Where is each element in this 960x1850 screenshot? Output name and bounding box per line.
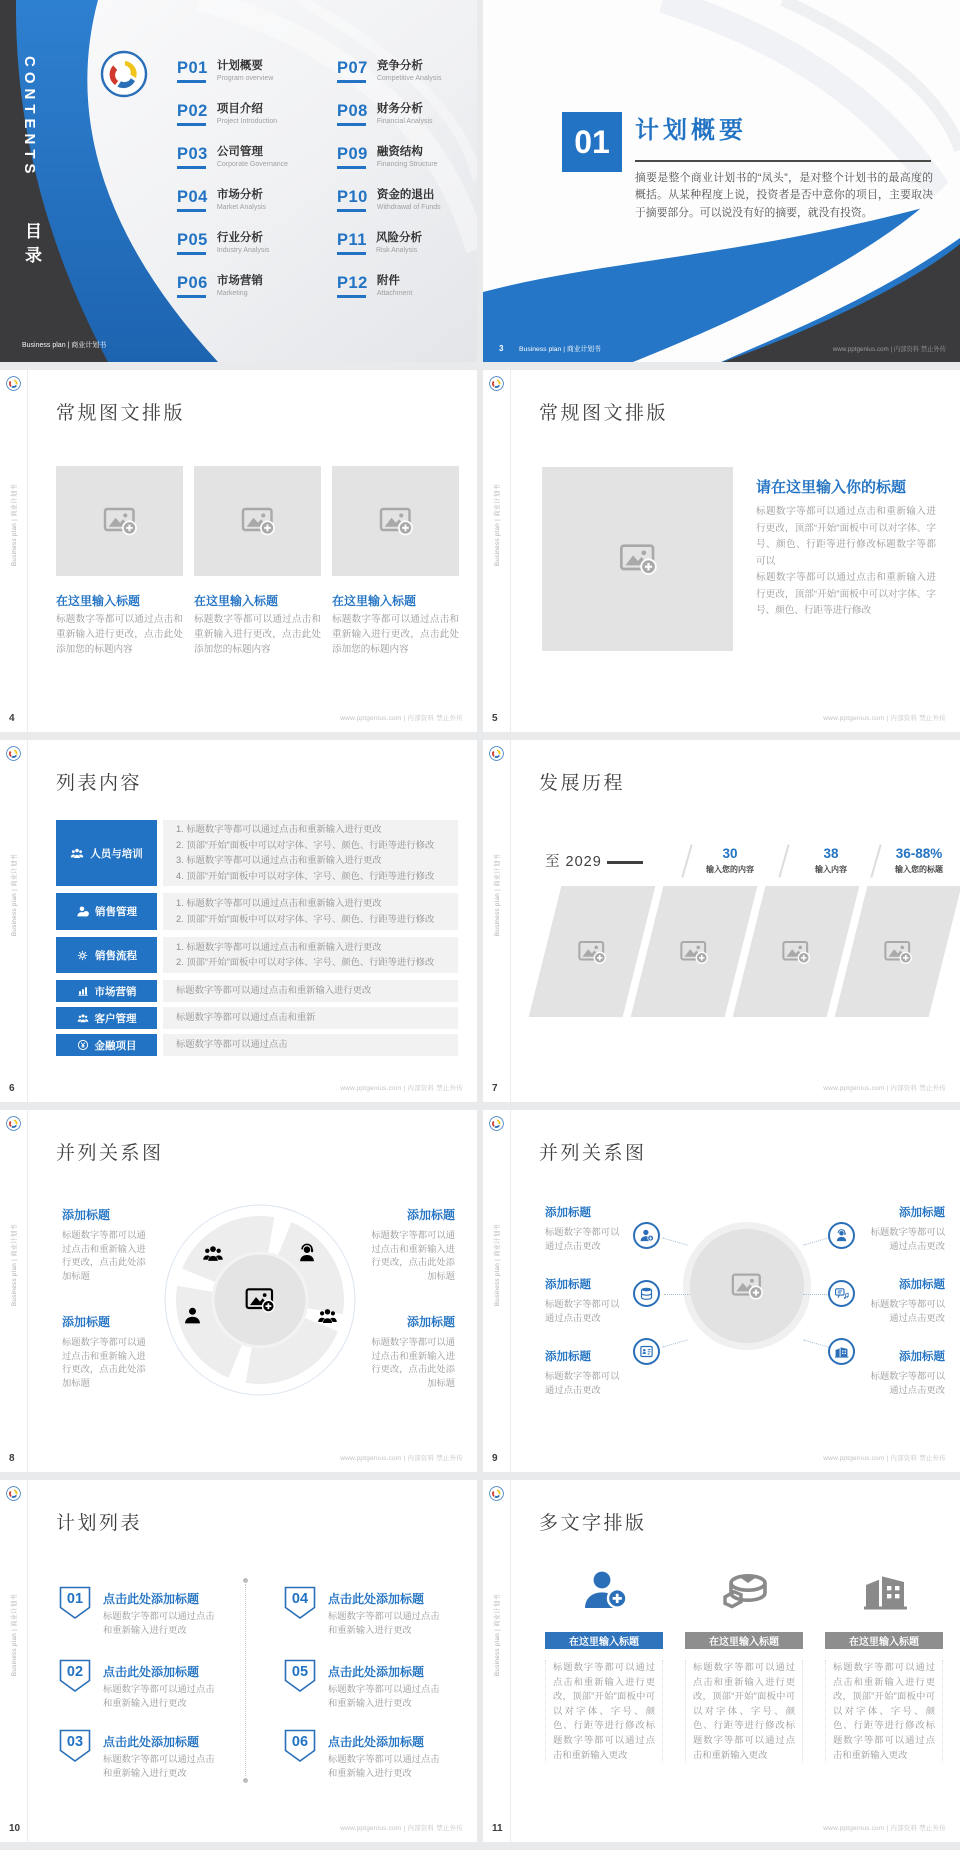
toc-title-cn: 市场营销	[216, 275, 263, 287]
block-title: 添加标题	[62, 1315, 111, 1329]
list-line: 2. 顶部“开始”面板中可以对字体、字号、颜色、行距等进行修改	[176, 913, 435, 924]
divider-dot	[243, 1578, 248, 1583]
plan-item-title: 点击此处添加标题	[103, 1592, 200, 1606]
list-label-text: 市场营销	[94, 985, 137, 998]
badge-number: 03	[66, 1734, 84, 1750]
badge-number: 04	[291, 1591, 309, 1607]
rail-brand-text: Business plan | 商业计划书	[11, 1223, 18, 1307]
diagram-text-block	[369, 1206, 455, 1283]
toc-num: P06	[177, 274, 208, 292]
dotted-divider	[245, 1584, 246, 1776]
divider-dot	[243, 1778, 248, 1783]
plan-item-title: 点击此处添加标题	[328, 1592, 425, 1606]
building-icon	[834, 1344, 849, 1359]
block-body: 标题数字等都可以通过点击更改	[545, 1371, 620, 1395]
node-building[interactable]	[828, 1338, 855, 1365]
timeline-dash	[607, 861, 643, 864]
plan-item-body: 标题数字等都可以通过点击和重新输入进行更改	[328, 1684, 440, 1708]
logo-icon	[6, 376, 21, 391]
contents-vertical-title-cn: 目录	[22, 222, 41, 270]
connector-line	[662, 1237, 687, 1245]
toc-item[interactable]	[337, 60, 477, 90]
diagram-text-block	[62, 1313, 148, 1390]
team-icon	[70, 846, 84, 860]
toc-title-cn: 市场分析	[216, 189, 263, 201]
toc-item[interactable]	[337, 103, 477, 133]
list-line: 1. 标题数字等都可以通过点击和重新输入进行更改	[176, 824, 382, 834]
logo-icon	[489, 1486, 504, 1501]
pie-cylinder-icon	[719, 1566, 771, 1614]
list-label-text: 人员与培训	[90, 847, 143, 860]
card-body: 标题数字等都可以通过点击和重新输入进行更改，点击此处添加您的标题内容	[56, 614, 183, 655]
slide-thumbnail-history[interactable]	[483, 740, 960, 1102]
diagram-text-block	[545, 1276, 627, 1325]
plan-item-body: 标题数字等都可以通过点击和重新输入进行更改	[328, 1754, 440, 1778]
connector-line	[662, 1339, 687, 1347]
list-line: 标题数字等都可以通过点击和重新	[176, 1012, 316, 1023]
rail-brand-text: Business plan | 商业计划书	[11, 483, 18, 567]
toc-title-en: Financial Analysis	[376, 117, 433, 125]
node-person-plus[interactable]	[633, 1222, 660, 1249]
page-number: 10	[9, 1823, 21, 1834]
toc-num: P02	[177, 102, 208, 120]
list-line: 2. 顶部“开始”面板中可以对字体、字号、颜色、行距等进行修改	[176, 957, 435, 967]
diagram-text-block	[863, 1204, 945, 1253]
connector-line	[803, 1237, 828, 1245]
toc-underline	[177, 166, 206, 169]
connector-line	[803, 1339, 828, 1347]
toc-num: P08	[337, 102, 368, 120]
side-rail	[0, 1110, 28, 1472]
rail-brand-text: Business plan | 商业计划书	[11, 1593, 18, 1677]
node-id-card[interactable]	[633, 1338, 660, 1365]
block-body: 标题数字等都可以通过点击和重新输入进行更改，点击此处添加标题	[62, 1230, 146, 1281]
column-header: 在这里输入标题	[685, 1632, 803, 1649]
toc-underline	[177, 209, 206, 212]
contents-vertical-title-en: CONTENTS	[21, 56, 38, 179]
image-add-icon	[618, 539, 658, 579]
diagram-text-block	[62, 1206, 148, 1283]
toc-title-en: Marketing	[216, 289, 248, 297]
block-title: 添加标题	[62, 1208, 111, 1222]
badge-number: 05	[291, 1664, 309, 1680]
toc-item[interactable]	[337, 189, 477, 219]
connector-line	[664, 1294, 690, 1295]
slide-title: 常规图文排版	[56, 403, 186, 424]
slide-thumbnail-list[interactable]	[0, 740, 477, 1102]
slide-title: 并列关系图	[56, 1143, 164, 1164]
page-number: 11	[492, 1823, 503, 1834]
toc-title-en: Competitive Analysis	[376, 74, 442, 82]
toc-num: P04	[177, 188, 208, 206]
plan-number-badge	[59, 1659, 91, 1693]
badge-number: 01	[66, 1591, 84, 1607]
slide-footer-brand: Business plan | 商业计划书	[519, 345, 601, 353]
list-label-text: 销售管理	[95, 906, 137, 918]
center-image-placeholder[interactable]	[683, 1222, 811, 1350]
page-number: 5	[492, 713, 498, 724]
list-panel	[163, 937, 458, 973]
card-title: 在这里输入标题	[56, 594, 141, 608]
slide-thumbnail-toc[interactable]	[0, 0, 477, 362]
rail-brand-text: Business plan | 商业计划书	[11, 853, 18, 937]
radial-diagram	[160, 1200, 360, 1400]
image-placeholder[interactable]	[56, 466, 183, 576]
company-logo-icon	[100, 50, 148, 98]
building-icon	[861, 1566, 909, 1614]
image-add-icon	[679, 937, 709, 967]
section-title: 计划概要	[635, 117, 747, 144]
coin-icon	[77, 1039, 89, 1051]
block-title: 添加标题	[899, 1279, 945, 1291]
list-label-finance[interactable]	[56, 1034, 157, 1056]
block-title: 添加标题	[406, 1315, 455, 1329]
section-number-box: 01	[562, 112, 622, 172]
badge-number: 06	[291, 1734, 309, 1750]
toc-title-cn: 计划概要	[216, 60, 263, 72]
side-rail	[0, 740, 28, 1102]
page-number: 4	[9, 713, 15, 724]
logo-icon	[489, 1116, 504, 1131]
toc-num: P03	[177, 145, 208, 163]
block-body: 标题数字等都可以通过点击和重新输入进行更改，点击此处添加标题	[62, 1337, 146, 1388]
page-number: 8	[9, 1453, 15, 1464]
block-body: 标题数字等都可以通过点击更改	[545, 1299, 620, 1323]
slide-footer-site: www.pptgenius.com | 内部资料 禁止外传	[823, 1455, 946, 1462]
logo-icon	[489, 376, 504, 391]
list-label-customer[interactable]	[56, 1007, 157, 1029]
block-title: 添加标题	[545, 1279, 591, 1291]
list-panel	[163, 820, 458, 886]
plan-number-badge	[284, 1659, 316, 1693]
toc-num: P11	[337, 231, 367, 249]
slide-thumbnail-layout2[interactable]	[483, 370, 960, 732]
block-title: 添加标题	[899, 1207, 945, 1219]
side-rail	[0, 1480, 28, 1842]
section-body-text: 摘要是整个商业计划书的“凤头”，是对整个计划书的最高度的概括。从某种程度上说，投资者是否中意你的项目，主要取决于摘要部分。可以说没有好的摘要，就没有投资。	[635, 172, 933, 219]
plan-item-body: 标题数字等都可以通过点击和重新输入进行更改	[103, 1684, 215, 1708]
toc-num: P09	[337, 145, 368, 163]
plan-number-badge	[59, 1729, 91, 1763]
slide-thumbnail-layout1[interactable]	[0, 370, 477, 732]
block-title: 添加标题	[545, 1207, 591, 1219]
slide-thumbnail-plan[interactable]	[0, 1480, 477, 1842]
card-body: 标题数字等都可以通过点击和重新输入进行更改，点击此处添加您的标题内容	[332, 614, 459, 655]
page-number: 7	[492, 1083, 498, 1094]
stat-label: 输入内容	[815, 865, 847, 874]
logo-icon	[6, 1486, 21, 1501]
badge-number: 02	[66, 1664, 84, 1680]
stat-label: 输入您的标题	[895, 865, 943, 874]
plan-item-title: 点击此处添加标题	[328, 1665, 425, 1679]
image-add-icon	[883, 937, 913, 967]
slide-thumbnail-parallel2[interactable]	[483, 1110, 960, 1472]
card-body: 标题数字等都可以通过点击和重新输入进行更改，点击此处添加您的标题内容	[194, 614, 321, 655]
column-header: 在这里输入标题	[545, 1632, 663, 1649]
timeline-stat	[871, 846, 960, 875]
toc-title-en: Attachment	[376, 289, 413, 297]
toc-num: P01	[177, 59, 208, 77]
chat-note-icon	[834, 1286, 849, 1301]
slide-title: 多文字排版	[539, 1513, 647, 1534]
database-icon	[639, 1286, 654, 1301]
page-number: 3	[499, 344, 504, 353]
slide-footer-site: www.pptgenius.com | 内部资料 禁止外传	[340, 715, 463, 722]
stat-value: 36-88%	[895, 846, 943, 861]
slide-thumbnail-parallel1[interactable]	[0, 1110, 477, 1472]
content-heading: 请在这里输入你的标题	[756, 479, 907, 496]
list-line: 3. 标题数字等都可以通过点击和重新输入进行更改	[176, 855, 382, 865]
page-number: 9	[492, 1453, 498, 1464]
node-database[interactable]	[633, 1280, 660, 1307]
side-rail	[483, 1480, 511, 1842]
toc-title-en: Financing Structure	[376, 160, 438, 168]
block-body: 标题数字等都可以通过点击更改	[870, 1371, 945, 1395]
block-body: 标题数字等都可以通过点击更改	[545, 1227, 620, 1251]
column-body: 标题数字等都可以通过点击和重新输入进行更改，顶部“开始”面板中可以对字体、字号、颜色、行距等进行修改标题数字等都可以通过点击和重新输入更改	[825, 1660, 943, 1762]
image-add-icon	[730, 1269, 764, 1303]
image-add-icon	[240, 503, 276, 539]
toc-underline	[337, 295, 366, 298]
side-rail	[483, 370, 511, 732]
person-icon	[76, 905, 89, 918]
toc-title-cn: 财务分析	[376, 103, 423, 115]
plan-item-title: 点击此处添加标题	[328, 1735, 425, 1749]
toc-underline	[337, 166, 366, 169]
toc-item[interactable]	[177, 146, 327, 176]
plan-item-title: 点击此处添加标题	[103, 1665, 200, 1679]
plan-number-badge	[59, 1586, 91, 1620]
slide-footer-site: www.pptgenius.com | 内部资料 禁止外传	[340, 1825, 463, 1832]
image-add-icon	[781, 937, 811, 967]
list-label-sales-process[interactable]	[56, 937, 157, 973]
block-body: 标题数字等都可以通过点击和重新输入进行更改，点击此处添加标题	[371, 1337, 455, 1388]
list-label-training[interactable]	[56, 820, 157, 886]
toc-title-cn: 融资结构	[376, 146, 423, 158]
slide-footer-site: www.pptgenius.com | 内部资料 禁止外传	[832, 345, 946, 353]
toc-title-cn: 行业分析	[216, 232, 263, 244]
slide-thumbnail-section[interactable]	[483, 0, 960, 362]
rail-brand-text: Business plan | 商业计划书	[494, 853, 501, 937]
bar-chart-icon	[77, 985, 89, 997]
list-line: 1. 标题数字等都可以通过点击和重新输入进行更改	[176, 941, 382, 952]
toc-title-cn: 公司管理	[216, 146, 263, 158]
block-title: 添加标题	[899, 1351, 945, 1363]
block-title: 添加标题	[545, 1351, 591, 1363]
toc-title-en: Industry Analysis	[216, 246, 270, 254]
toc-title-cn: 风险分析	[375, 232, 422, 244]
list-label-text: 客户管理	[94, 1012, 137, 1025]
timeline-era-label: 至 2029	[545, 854, 602, 870]
person-plus-icon	[580, 1566, 628, 1614]
person-plus-icon	[639, 1228, 654, 1243]
column-body: 标题数字等都可以通过点击和重新输入进行更改，顶部“开始”面板中可以对字体、字号、颜色、行距等进行修改标题数字等都可以通过点击和重新输入更改	[685, 1660, 803, 1762]
list-label-sales-mgmt[interactable]	[56, 893, 157, 930]
toc-item[interactable]	[177, 103, 327, 133]
image-add-icon	[102, 503, 138, 539]
block-title: 添加标题	[406, 1208, 455, 1222]
toc-item[interactable]	[177, 275, 327, 305]
slide-title: 并列关系图	[539, 1143, 647, 1164]
toc-num: P12	[337, 274, 368, 292]
stat-value: 38	[823, 846, 839, 861]
page-number: 6	[9, 1083, 15, 1094]
toc-column-left	[177, 60, 327, 318]
toc-title-en: Market Analysis	[216, 203, 266, 211]
headset-person-icon	[834, 1228, 849, 1243]
list-line: 1. 标题数字等都可以通过点击和重新输入进行更改	[176, 898, 382, 908]
slide-title: 列表内容	[56, 773, 143, 794]
toc-num: P05	[177, 231, 208, 249]
toc-title-cn: 竞争分析	[376, 60, 423, 72]
block-body: 标题数字等都可以通过点击更改	[870, 1299, 945, 1323]
rail-brand-text: Business plan | 商业计划书	[494, 1593, 501, 1677]
column-body: 标题数字等都可以通过点击和重新输入进行更改，顶部“开始”面板中可以对字体、字号、颜色、行距等进行修改标题数字等都可以通过点击和重新输入更改	[545, 1660, 663, 1762]
column-header: 在这里输入标题	[825, 1632, 943, 1649]
logo-icon	[6, 1116, 21, 1131]
list-panel	[163, 1007, 458, 1029]
toc-underline	[177, 123, 206, 126]
toc-title-en: Program overview	[216, 74, 274, 82]
image-placeholder[interactable]	[332, 466, 459, 576]
logo-icon	[489, 746, 504, 761]
list-panel	[163, 1034, 458, 1056]
block-body: 标题数字等都可以通过点击更改	[870, 1227, 945, 1251]
people-icon	[77, 1012, 89, 1024]
toc-item[interactable]	[337, 275, 477, 305]
toc-num: P10	[337, 188, 368, 206]
image-add-icon	[378, 503, 414, 539]
list-line: 4. 顶部“开始”面板中可以对字体、字号、颜色、行距等进行修改	[176, 870, 435, 881]
slide-footer-site: www.pptgenius.com | 内部资料 禁止外传	[823, 715, 946, 722]
plan-item-body: 标题数字等都可以通过点击和重新输入进行更改	[328, 1611, 440, 1635]
diagram-text-block	[545, 1204, 627, 1253]
diagram-text-block	[863, 1348, 945, 1397]
toc-underline	[177, 252, 206, 255]
toc-title-en: Risk Analysis	[375, 246, 418, 254]
toc-title-en: Project Introduction	[216, 117, 278, 125]
toc-title-en: Withdrawal of Funds	[376, 203, 441, 211]
timeline-stat	[682, 846, 778, 875]
content-paragraph: 标题数字等都可以通过点击和重新输入进行更改，顶部“开始”面板中可以对字体、字号、颜色、行距等进行修改标题数字等都可以	[756, 506, 936, 567]
gear-icon	[76, 949, 89, 962]
side-rail	[0, 370, 28, 732]
toc-title-cn: 资金的退出	[376, 189, 435, 201]
slide-footer-brand: Business plan | 商业计划书	[22, 342, 107, 349]
toc-underline	[337, 123, 366, 126]
toc-title-cn: 项目介绍	[216, 103, 263, 115]
image-placeholder[interactable]	[194, 466, 321, 576]
toc-column-right	[337, 60, 477, 318]
id-card-icon	[639, 1344, 654, 1359]
toc-title-en: Corporate Governance	[216, 160, 289, 168]
toc-item[interactable]	[177, 60, 327, 90]
slide-footer-site: www.pptgenius.com | 内部资料 禁止外传	[823, 1825, 946, 1832]
plan-item-body: 标题数字等都可以通过点击和重新输入进行更改	[103, 1611, 215, 1635]
list-label-text: 销售流程	[95, 949, 137, 962]
list-panel	[163, 893, 458, 930]
side-rail	[483, 740, 511, 1102]
list-label-text: 金融项目	[94, 1039, 137, 1052]
logo-icon	[6, 746, 21, 761]
toc-item[interactable]	[177, 232, 327, 262]
list-label-marketing[interactable]	[56, 980, 157, 1002]
diagram-text-block	[545, 1348, 627, 1397]
toc-underline	[337, 80, 366, 83]
toc-underline	[337, 252, 366, 255]
toc-title-cn: 附件	[376, 275, 400, 287]
list-line: 标题数字等都可以通过点击和重新输入进行更改	[176, 985, 372, 996]
node-person[interactable]	[828, 1222, 855, 1249]
connector-line	[803, 1294, 829, 1295]
plan-item-title: 点击此处添加标题	[103, 1735, 200, 1749]
stat-value: 30	[722, 846, 738, 861]
diagram-text-block	[369, 1313, 455, 1390]
content-paragraph: 标题数字等都可以通过点击和重新输入进行更改，顶部“开始”面板中可以对字体、字号、颜色、行距等进行修改	[756, 572, 936, 616]
toc-item[interactable]	[337, 146, 477, 176]
list-panel	[163, 980, 458, 1002]
toc-item[interactable]	[337, 232, 477, 262]
side-rail	[483, 1110, 511, 1472]
slide-title: 常规图文排版	[539, 403, 669, 424]
toc-item[interactable]	[177, 189, 327, 219]
list-line: 标题数字等都可以通过点击	[176, 1039, 288, 1050]
toc-underline	[177, 295, 206, 298]
toc-num: P07	[337, 59, 368, 77]
slide-title: 计划列表	[56, 1513, 143, 1534]
list-line: 2. 顶部“开始”面板中可以对字体、字号、颜色、行距等进行修改	[176, 839, 435, 850]
card-title: 在这里输入标题	[332, 594, 417, 608]
node-chat-note[interactable]	[828, 1280, 855, 1307]
plan-item-body: 标题数字等都可以通过点击和重新输入进行更改	[103, 1754, 215, 1778]
image-add-icon	[577, 937, 607, 967]
diagram-text-block	[863, 1276, 945, 1325]
stat-label: 输入您的内容	[706, 865, 754, 874]
slide-footer-site: www.pptgenius.com | 内部资料 禁止外传	[340, 1455, 463, 1462]
plan-number-badge	[284, 1729, 316, 1763]
block-body: 标题数字等都可以通过点击和重新输入进行更改，点击此处添加标题	[371, 1230, 455, 1281]
slide-title: 发展历程	[539, 773, 626, 794]
plan-number-badge	[284, 1586, 316, 1620]
slide-footer-site: www.pptgenius.com | 内部资料 禁止外传	[340, 1085, 463, 1092]
image-placeholder[interactable]	[542, 467, 733, 651]
toc-underline	[337, 209, 366, 212]
slide-thumbnail-multitext[interactable]	[483, 1480, 960, 1842]
timeline-stat	[783, 846, 879, 875]
card-title: 在这里输入标题	[194, 594, 279, 608]
slide-footer-site: www.pptgenius.com | 内部资料 禁止外传	[823, 1085, 946, 1092]
rail-brand-text: Business plan | 商业计划书	[494, 1223, 501, 1307]
section-divider	[635, 160, 931, 162]
rail-brand-text: Business plan | 商业计划书	[494, 483, 501, 567]
toc-underline	[177, 80, 206, 83]
